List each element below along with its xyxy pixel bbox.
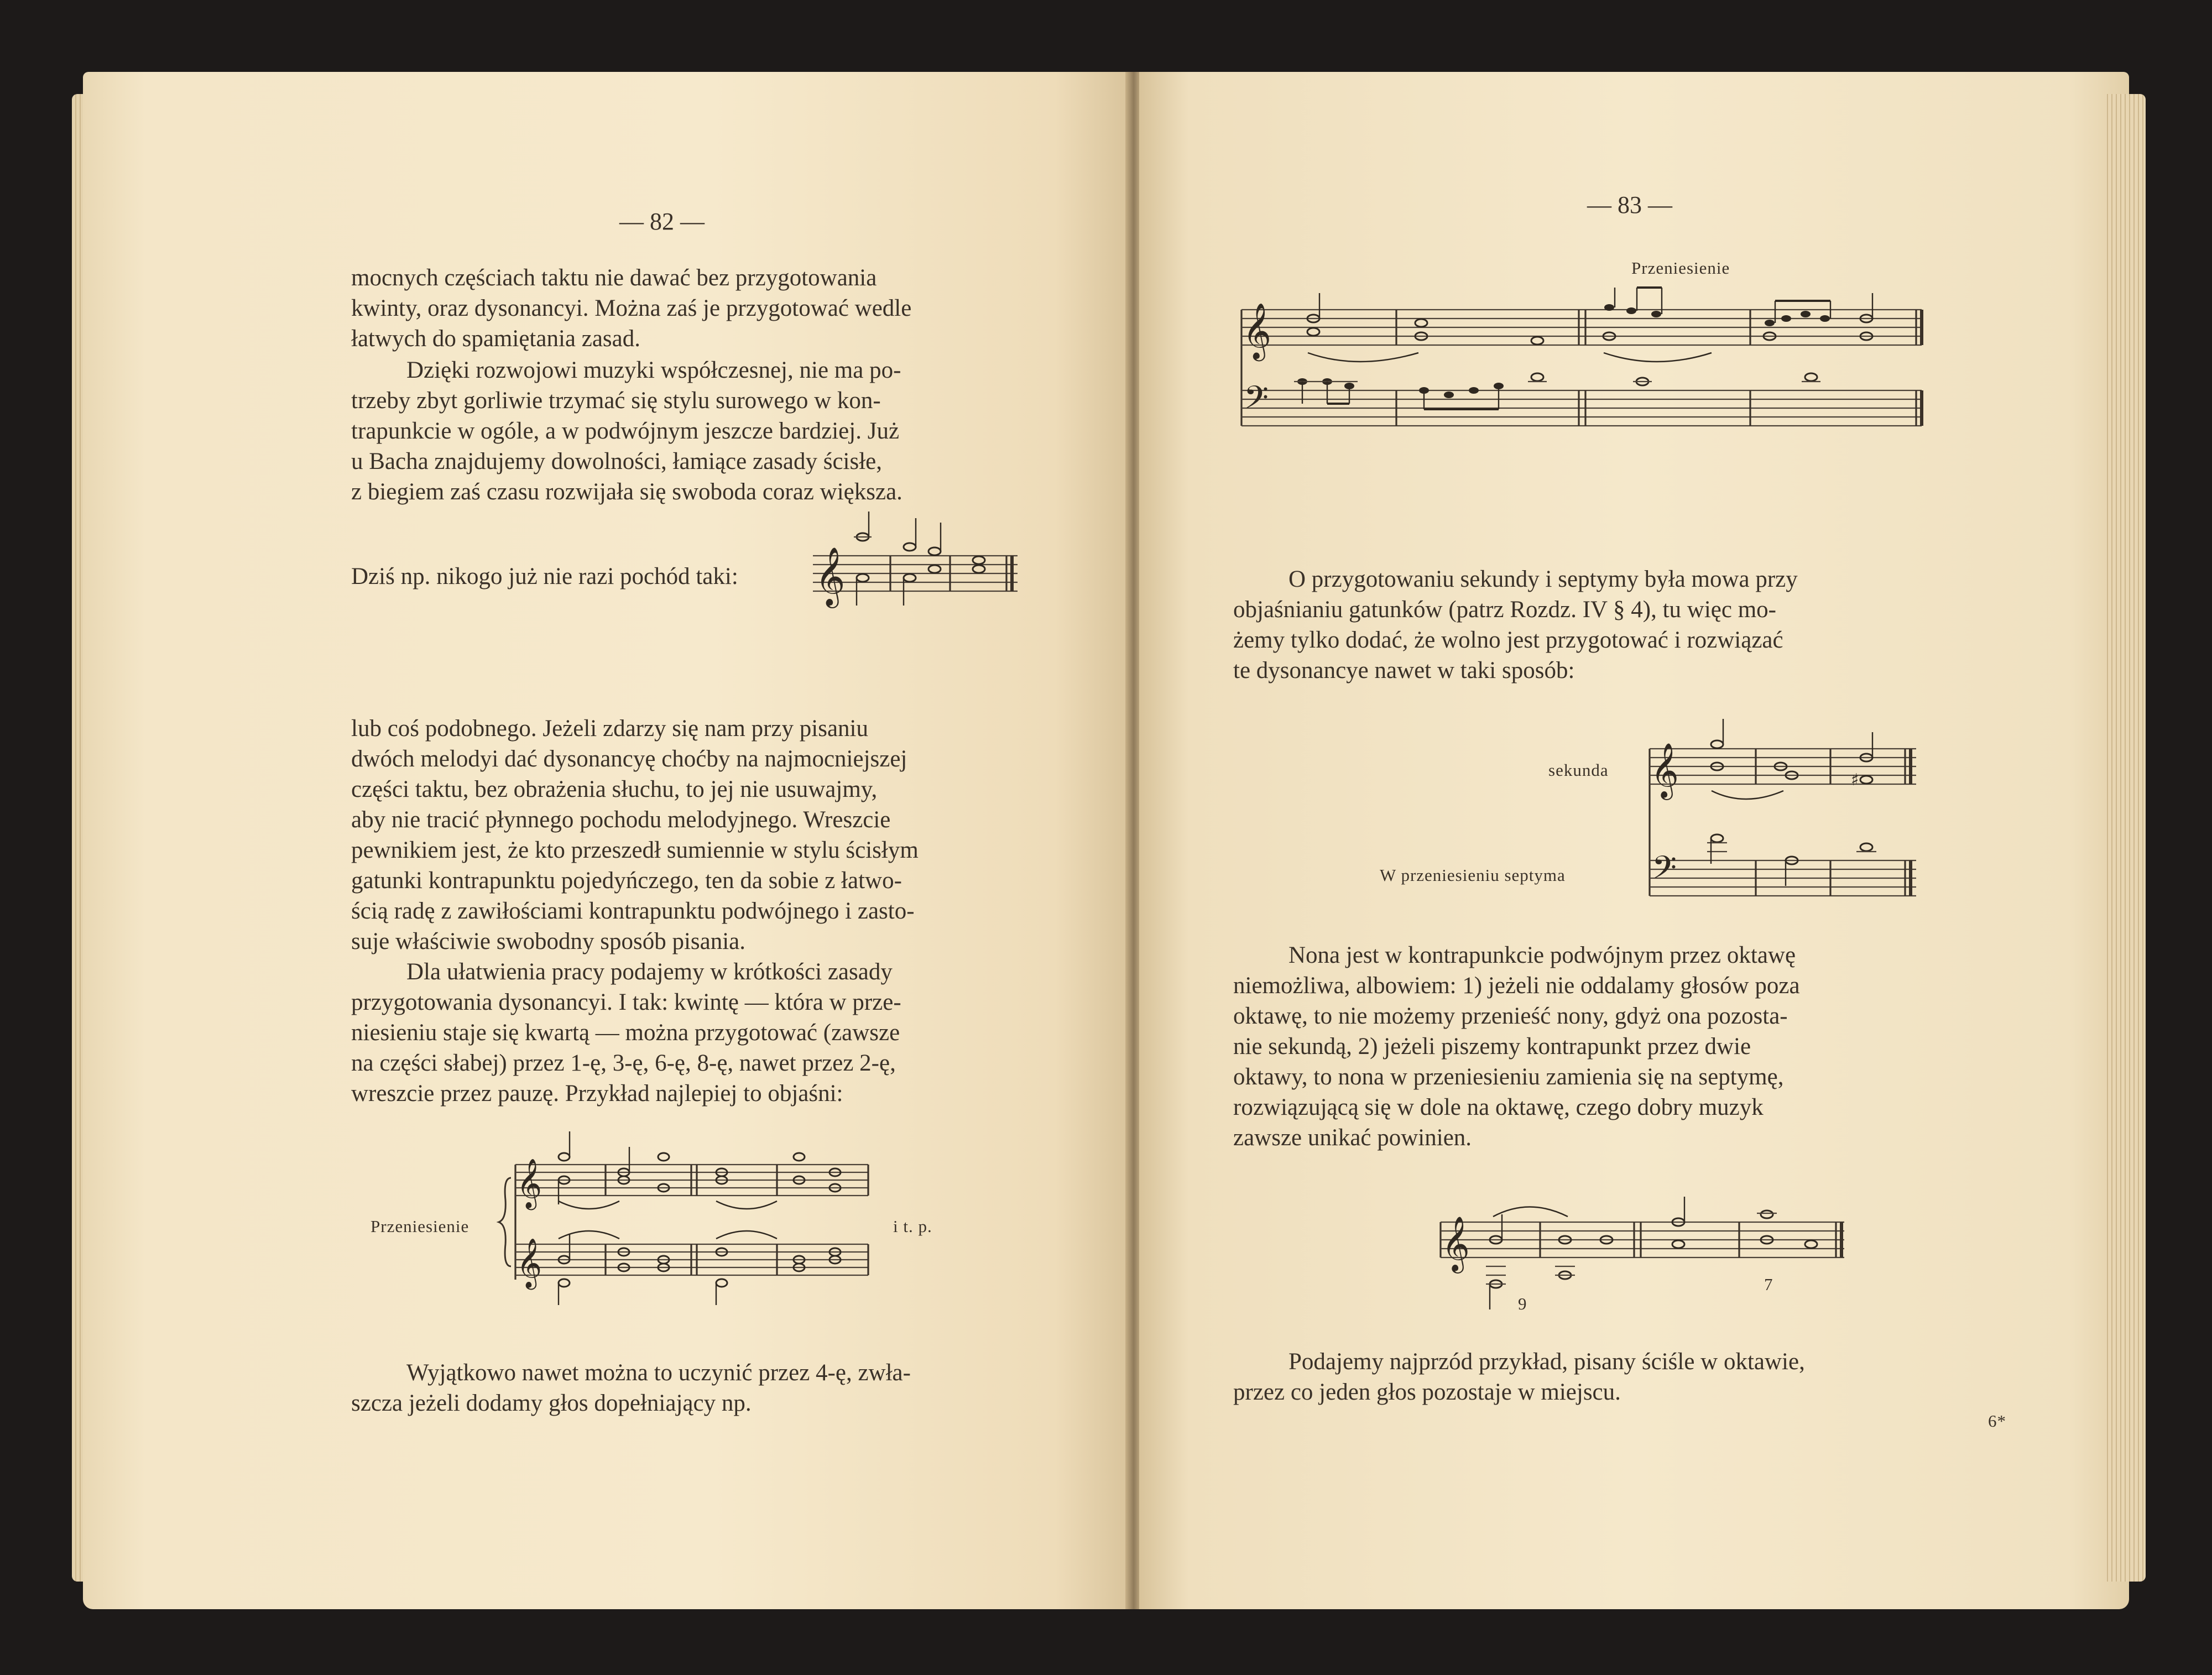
open-book <box>83 72 2129 1609</box>
left-para1-line1: mocnych częściach taktu nie dawać bez przygotowania <box>351 265 877 291</box>
left-para2-line1: Dzięki rozwojowi muzyki współczesnej, nie ma po- <box>406 357 901 383</box>
upper-notes <box>1307 288 1872 362</box>
left-para3-line1: lub coś podobnego. Jeżeli zdarzy się nam przy pisaniu <box>351 716 868 742</box>
right-para1-line1: O przygotowaniu sekundy i septymy była mowa przy <box>1288 566 1798 592</box>
label-sekunda: sekunda <box>1548 760 1609 780</box>
right-para1-line2: objaśnianiu gatunków (patrz Rozdz. IV § 4), tu więc mo- <box>1233 597 1776 623</box>
music-inline-example <box>813 523 1023 622</box>
page-number-right: — 83 — <box>1587 191 1672 218</box>
music-example-top-right <box>1236 282 1955 448</box>
treble-clef-icon: 𝄞 <box>517 1159 542 1208</box>
music-example-nona <box>1435 1189 1855 1322</box>
music-example-sekunda-septyma <box>1640 719 1927 907</box>
left-para2-line3: trapunkcie w ogóle, a w podwójnym jeszcze bardziej. Już <box>351 418 900 444</box>
signature-mark: 6* <box>1988 1411 2006 1431</box>
bass-clef-icon: 𝄢 <box>1244 379 1269 424</box>
left-para1-line3: łatwych do spamiętania zasad. <box>351 326 640 352</box>
label-przeniesieniu-septyma: W przeniesieniu septyma <box>1380 865 1566 885</box>
left-para3-line5: pewnikiem jest, że kto przeszedł sumiennie w stylu ścisłym <box>351 837 919 863</box>
left-inline-intro: Dziś np. nikogo już nie razi pochód taki: <box>351 563 738 589</box>
treble-clef-icon: 𝄞 <box>1243 302 1272 359</box>
right-para1-line4: te dysonancye nawet w taki sposób: <box>1233 658 1575 683</box>
left-para4-line4: na części słabej) przez 1-ę, 3-ę, 6-ę, 8-ę, nawet przez 2-ę, <box>351 1050 896 1076</box>
left-para4-line2: przygotowania dysonancyi. I tak: kwintę — która w prze- <box>351 989 901 1015</box>
left-para4-line3: niesieniu staje się kwartą — można przygotować (zawsze <box>351 1020 900 1046</box>
left-para2-line2: trzeby zbyt gorliwie trzymać się stylu surowego w kon- <box>351 388 881 414</box>
lower-staff <box>1241 379 1922 426</box>
lower-staff <box>1650 849 1916 896</box>
right-page-edges <box>2107 94 2146 1582</box>
left-para3-line7: ścią radę z zawiłościami kontrapunktu podwójnego i zasto- <box>351 898 915 924</box>
treble-clef-icon: 𝄞 <box>815 546 846 606</box>
left-para5-line1: Wyjątkowo nawet można to uczynić przez 4-ę, zwła- <box>406 1360 911 1386</box>
right-para1-line3: żemy tylko dodać, że wolno jest przygotować i rozwiązać <box>1233 627 1783 653</box>
right-para3-line1: Podajemy najprzód przykład, pisany ściśle w oktawie, <box>1288 1349 1805 1375</box>
left-para2-line5: z biegiem zaś czasu rozwijała się swoboda coraz większa. <box>351 479 902 505</box>
bass-clef-icon: 𝄢 <box>1652 849 1677 894</box>
left-para2-line4: u Bacha znajdujemy dowolności, łamiące zasady ścisłe, <box>351 448 883 474</box>
right-para2-line6: rozwiązującą się w dole na oktawę, czego dobry muzyk <box>1233 1094 1764 1120</box>
example-title-przeniesienie: Przeniesienie <box>1631 258 1730 278</box>
figure-number-7: 7 <box>1764 1275 1773 1294</box>
svg-text:♯: ♯ <box>1851 770 1859 790</box>
right-para2-line3: oktawę, to nie możemy przenieść nony, gdyż ona pozosta- <box>1233 1003 1788 1029</box>
left-para5-line2: szcza jeżeli dodamy głos dopełniający np. <box>351 1390 752 1416</box>
left-para4-line1: Dla ułatwienia pracy podajemy w krótkości zasady <box>406 959 893 985</box>
right-para2-line4: nie sekundą, 2) jeżeli piszemy kontrapunkt przez dwie <box>1233 1034 1751 1060</box>
music-example-przeniesienie <box>503 1139 879 1311</box>
left-para1-line2: kwinty, oraz dysonancyi. Można zaś je przygotować wedle <box>351 295 912 321</box>
treble-clef-icon: 𝄞 <box>1442 1216 1470 1271</box>
left-para3-line4: aby nie tracić płynnego pochodu melodyjnego. Wreszcie <box>351 807 891 833</box>
lower-notes <box>1294 373 1820 409</box>
right-para2-line5: oktawy, to nona w przeniesieniu zamienia się na septymę, <box>1233 1064 1784 1090</box>
figure-number-9: 9 <box>1518 1294 1527 1313</box>
left-para3-line8: suje właściwie swobodny sposób pisania. <box>351 928 746 954</box>
left-para3-line6: gatunki kontrapunktu pojedyńczego, ten da sobie z łatwo- <box>351 868 902 894</box>
right-page <box>1139 72 2129 1609</box>
right-para2-line1: Nona jest w kontrapunkcie podwójnym przez oktawę <box>1288 942 1796 968</box>
left-page <box>83 72 1128 1609</box>
upper-notes <box>559 1131 841 1209</box>
system-brace <box>499 1178 511 1266</box>
example-label-przeniesienie: Przeniesienie <box>371 1217 469 1236</box>
right-para2-line2: niemożliwa, albowiem: 1) jeżeli nie oddalamy głosów poza <box>1233 973 1800 999</box>
right-para2-line7: zawsze unikać powinien. <box>1233 1125 1472 1151</box>
upper-staff <box>1241 302 1922 362</box>
right-para3-line2: przez co jeden głos pozostaje w miejscu. <box>1233 1379 1621 1405</box>
treble-clef-icon: 𝄞 <box>517 1238 542 1288</box>
left-para3-line2: dwóch melodyi dać dysonancyę choćby na najmocniejszej <box>351 746 907 772</box>
left-para3-line3: części taktu, bez obrażenia słuchu, to jej nie usuwajmy, <box>351 776 878 802</box>
left-para4-line5: wreszcie przez pauzę. Przykład najlepiej to objaśni: <box>351 1081 843 1107</box>
page-number-left: — 82 — <box>619 208 705 235</box>
treble-clef-icon: 𝄞 <box>1651 743 1679 798</box>
example-tail-itp: i t. p. <box>893 1217 932 1236</box>
